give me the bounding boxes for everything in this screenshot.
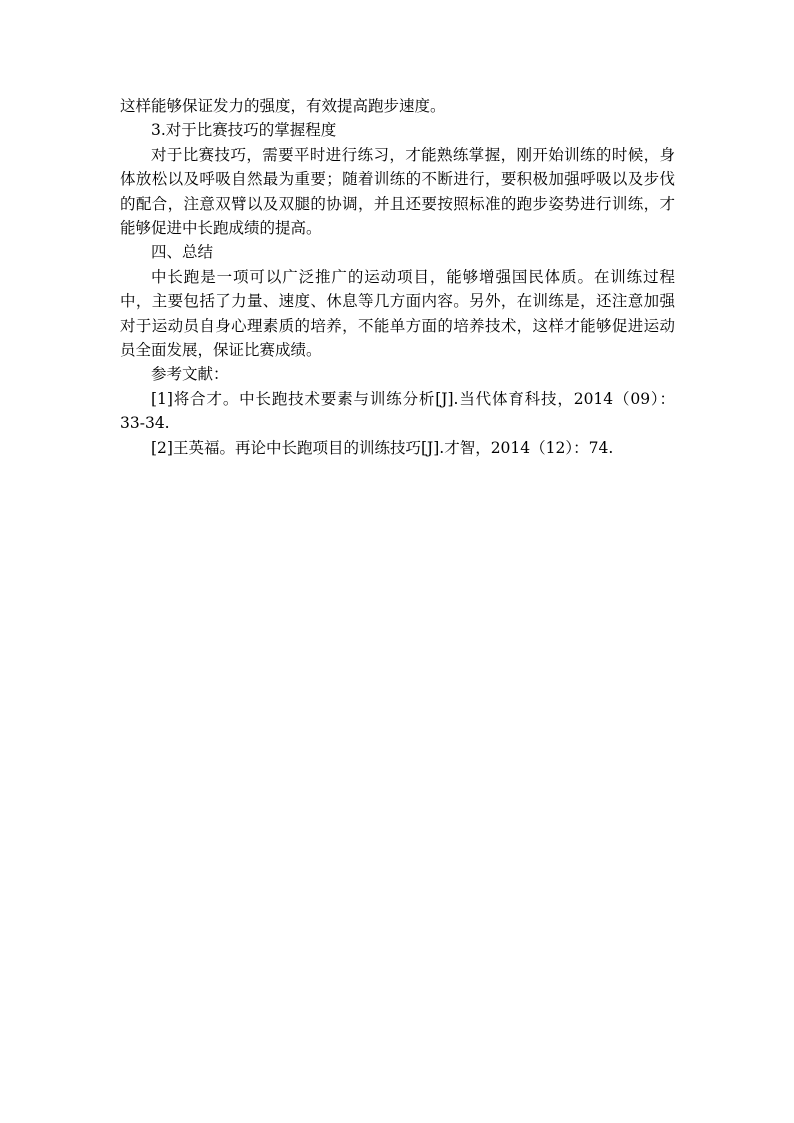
references-heading: 参考文献： (151, 365, 229, 384)
paragraph-competition-skills: 对于比赛技巧，需要平时进行练习，才能熟练掌握，刚开始训练的时候，身体放松以及呼吸自然最为重要；随着训练的不断进行，要积极加强呼吸以及步伐的配合，注意双臂以及双腿的协调，并且还要按照标准的跑步姿势进行训练，才能够促进中长跑成绩的提高。 (120, 145, 675, 238)
document-body (120, 94, 675, 460)
section-heading-summary: 四、总结 (151, 243, 214, 262)
paragraph-continuation: 这样能够保证发力的强度，有效提高跑步速度。 (120, 97, 446, 115)
reference-item-2: [2]王英福。再论中长跑项目的训练技巧[J].才智，2014（12）：74. (151, 438, 614, 457)
paragraph-summary: 中长跑是一项可以广泛推广的运动项目，能够增强国民体质。在训练过程中，主要包括了力量、速度、休息等几方面内容。另外，在训练是，还注意加强对于运动员自身心理素质的培养，不能单方面的培养技术，这样才能够促进运动员全面发展，保证比赛成绩。 (120, 267, 675, 360)
reference-item-1: [1]将合才。中长跑技术要素与训练分析[J].当代体育科技，2014（09）：33-34. (120, 389, 675, 433)
section-heading-3: 3.对于比赛技巧的掌握程度 (151, 121, 337, 140)
